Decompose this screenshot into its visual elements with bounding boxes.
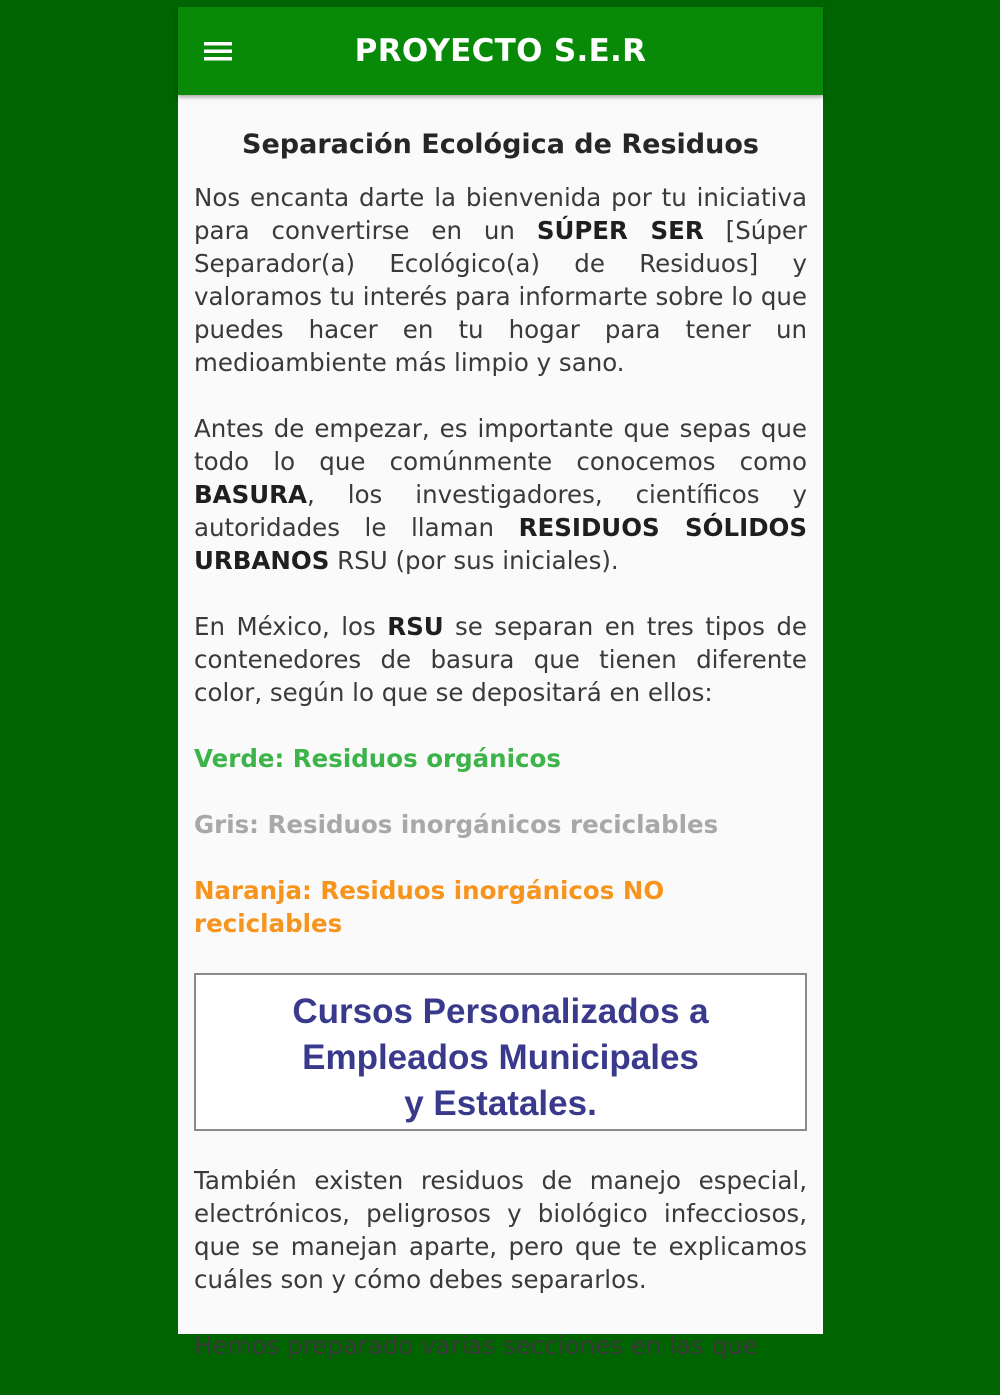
mexico-text-2: se separan en tres tipos de contenedores de basura que tienen diferente color, según lo que se depositará en ellos: xyxy=(194,612,807,707)
banner-line-1: Cursos Personalizados a xyxy=(292,992,709,1031)
sections-paragraph: Hemos preparado varias secciones en las que xyxy=(194,1331,758,1360)
menu-button[interactable] xyxy=(200,33,244,69)
mexico-text-1: En México, los xyxy=(194,612,388,641)
green-container-line: Verde: Residuos orgánicos xyxy=(194,744,561,773)
gray-container-line: Gris: Residuos inorgánicos reciclables xyxy=(194,810,719,839)
basura-text-2: , los investigadores, científicos y autoridades le llaman xyxy=(194,480,807,542)
banner-line-2: Empleados Municipales xyxy=(302,1038,699,1077)
hamburger-menu-icon xyxy=(200,33,236,69)
basura-text-3: RSU (por sus iniciales). xyxy=(329,546,619,575)
special-waste-paragraph: También existen residuos de manejo especial, electrónicos, peligrosos y biológico infecciosos, que se manejan aparte, pero que te explicamos cuáles son y cómo debes separarlos. xyxy=(194,1166,807,1294)
article-content xyxy=(194,127,807,1395)
mexico-paragraph xyxy=(194,610,807,709)
intro-paragraph xyxy=(194,181,807,379)
basura-text-1: Antes de empezar, es importante que sepas que todo lo que comúnmente conocemos como xyxy=(194,414,807,476)
app-screen xyxy=(178,7,823,1360)
app-title: PROYECTO S.E.R xyxy=(354,33,647,69)
basura-bold: BASURA xyxy=(194,480,308,509)
basura-paragraph xyxy=(194,412,807,577)
super-ser-bold: SÚPER SER xyxy=(536,216,704,245)
intro-text-2: [Súper Separador(a) Ecológico(a) de Residuos] y valoramos tu interés para informarte sobre lo que puedes hacer en tu hogar para tener un medioambiente más limpio y sano. xyxy=(194,216,808,377)
banner-line-3: y Estatales. xyxy=(404,1084,597,1123)
rsu-full-bold: RESIDUOS SÓLIDOS URBANOS xyxy=(194,513,807,575)
orange-container-line: Naranja: Residuos inorgánicos NO reciclables xyxy=(194,876,665,938)
rsu-bold: RSU xyxy=(387,612,444,641)
intro-text-1: Nos encanta darte la bienvenida por tu iniciativa para convertirse en un xyxy=(194,183,807,245)
article-heading: Separación Ecológica de Residuos xyxy=(242,129,759,160)
courses-banner[interactable] xyxy=(194,973,807,1131)
app-bar xyxy=(178,7,823,95)
